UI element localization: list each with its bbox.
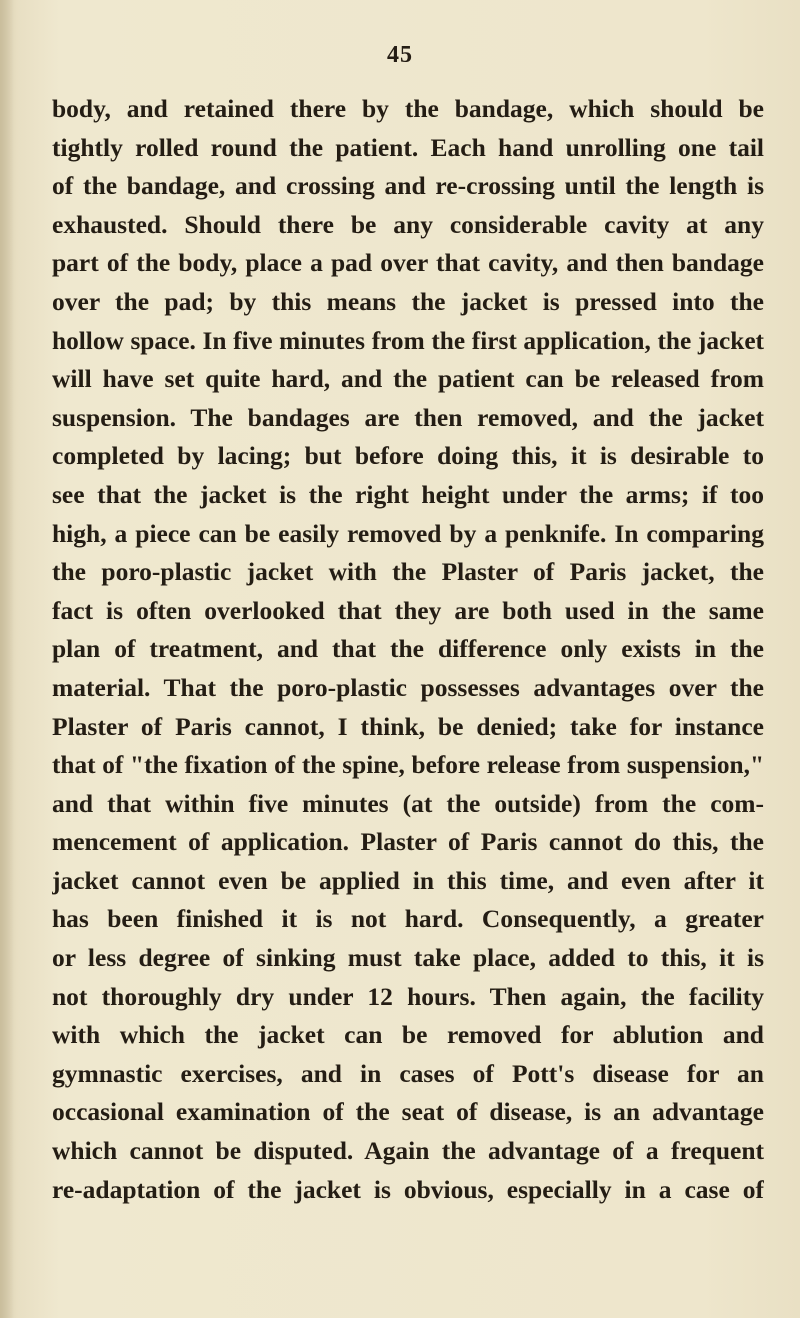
text-line: or less degree of sinking must take place, added to this, it is: [52, 943, 764, 973]
text-line: body, and retained there by the bandage, which should be: [52, 94, 764, 123]
text-line: Plaster of Paris cannot, I think, be denied; take for instance: [52, 711, 764, 741]
text-line: fact is often overlooked that they are both used in the same: [52, 595, 764, 625]
text-line: gymnastic exercises, and in cases of Pott's disease for an: [52, 1058, 764, 1088]
text-line: will have set quite hard, and the patient can be released from: [52, 364, 764, 394]
text-line: re-adaptation of the jacket is obvious, especially in a case of: [52, 1174, 764, 1204]
page-number: 45: [387, 42, 413, 68]
text-line: the poro-plastic jacket with the Plaster of Paris jacket, the: [52, 557, 764, 587]
text-line: plan of treatment, and that the difference only exists in the: [52, 634, 764, 664]
text-line: exhausted. Should there be any considerable cavity at any: [52, 209, 764, 239]
text-line: suspension. The bandages are then removed, and the jacket: [52, 402, 764, 432]
text-line: with which the jacket can be removed for ablution and: [52, 1020, 764, 1050]
body-text: [52, 90, 764, 1209]
text-line: not thoroughly dry under 12 hours. Then again, the facility: [52, 981, 764, 1011]
text-line: part of the body, place a pad over that cavity, and then bandage: [52, 248, 764, 278]
text-line: hollow space. In five minutes from the first application, the jacket: [52, 326, 764, 355]
text-line: tightly rolled round the patient. Each hand unrolling one tail: [52, 132, 764, 162]
text-line: see that the jacket is the right height under the arms; if too: [52, 479, 764, 509]
text-line: has been finished it is not hard. Consequently, a greater: [52, 904, 764, 934]
text-line: mencement of application. Plaster of Paris cannot do this, the: [52, 827, 764, 857]
text-line: of the bandage, and crossing and re-crossing until the length is: [52, 171, 764, 201]
text-line: completed by lacing; but before doing this, it is desirable to: [52, 441, 764, 471]
text-line: occasional examination of the seat of disease, is an advantage: [52, 1097, 764, 1127]
text-line: which cannot be disputed. Again the advantage of a frequent: [52, 1136, 764, 1166]
page-gutter-shadow: [0, 0, 14, 1318]
text-line: that of "the fixation of the spine, before release from suspension,": [52, 751, 764, 780]
text-line: and that within five minutes (at the outside) from the com-: [52, 788, 764, 818]
text-line: over the pad; by this means the jacket is pressed into the: [52, 286, 764, 316]
text-line: jacket cannot even be applied in this time, and even after it: [52, 865, 764, 895]
text-line: high, a piece can be easily removed by a penknife. In comparing: [52, 518, 764, 548]
text-line: material. That the poro-plastic possesses advantages over the: [52, 672, 764, 702]
